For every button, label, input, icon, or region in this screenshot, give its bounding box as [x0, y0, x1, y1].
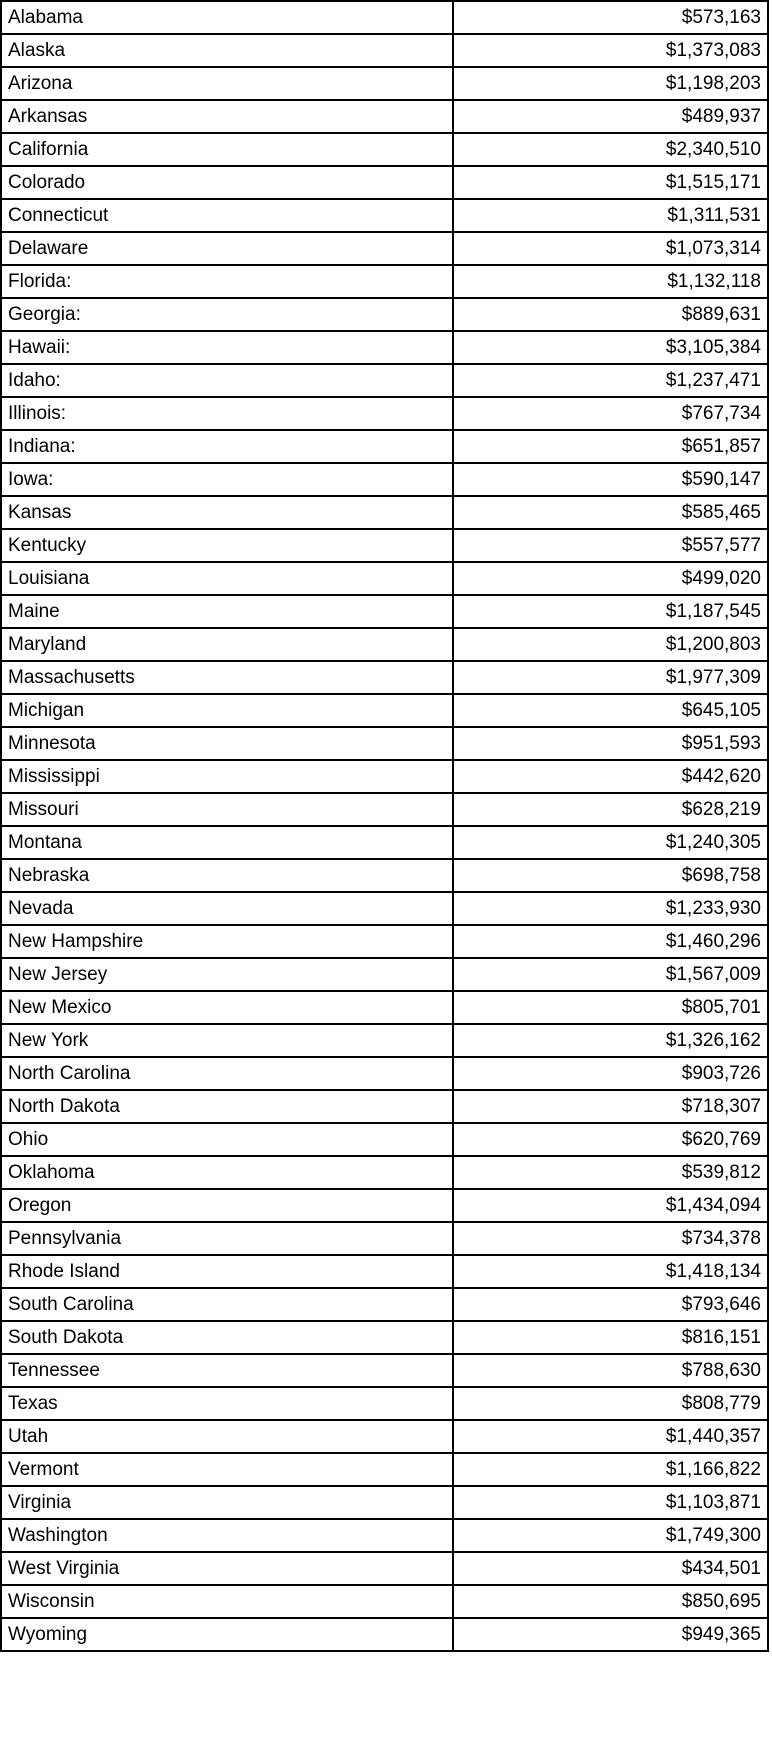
table-row — [1, 1057, 768, 1090]
state-name-cell[interactable]: South Dakota — [1, 1321, 453, 1354]
table-row — [1, 199, 768, 232]
amount-cell[interactable]: $1,073,314 — [453, 232, 768, 265]
amount-cell[interactable]: $651,857 — [453, 430, 768, 463]
table-row — [1, 991, 768, 1024]
table-row — [1, 1156, 768, 1189]
state-name-cell[interactable]: New Hampshire — [1, 925, 453, 958]
amount-cell[interactable]: $1,240,305 — [453, 826, 768, 859]
amount-cell[interactable]: $1,326,162 — [453, 1024, 768, 1057]
table-row — [1, 793, 768, 826]
amount-cell[interactable]: $489,937 — [453, 100, 768, 133]
amount-cell[interactable]: $585,465 — [453, 496, 768, 529]
amount-cell[interactable]: $816,151 — [453, 1321, 768, 1354]
state-name-cell[interactable]: North Dakota — [1, 1090, 453, 1123]
amount-cell[interactable]: $1,103,871 — [453, 1486, 768, 1519]
state-name-cell[interactable]: Wyoming — [1, 1618, 453, 1651]
table-row — [1, 694, 768, 727]
amount-cell[interactable]: $1,977,309 — [453, 661, 768, 694]
amount-cell[interactable]: $2,340,510 — [453, 133, 768, 166]
amount-cell[interactable]: $1,373,083 — [453, 34, 768, 67]
state-name-cell[interactable]: Tennessee — [1, 1354, 453, 1387]
table-row — [1, 1618, 768, 1651]
state-name-cell[interactable]: Wisconsin — [1, 1585, 453, 1618]
table-row — [1, 463, 768, 496]
state-name-cell[interactable]: Oregon — [1, 1189, 453, 1222]
table-row — [1, 67, 768, 100]
state-name-cell[interactable]: Louisiana — [1, 562, 453, 595]
table-row — [1, 100, 768, 133]
amount-cell[interactable]: $434,501 — [453, 1552, 768, 1585]
state-name-cell[interactable]: Virginia — [1, 1486, 453, 1519]
amount-cell[interactable]: $1,418,134 — [453, 1255, 768, 1288]
state-name-cell[interactable]: Florida: — [1, 265, 453, 298]
amount-cell[interactable]: $442,620 — [453, 760, 768, 793]
amount-cell[interactable]: $539,812 — [453, 1156, 768, 1189]
table-row — [1, 1222, 768, 1255]
table-row — [1, 661, 768, 694]
state-name-cell[interactable]: Oklahoma — [1, 1156, 453, 1189]
table-row — [1, 925, 768, 958]
amount-cell[interactable]: $1,460,296 — [453, 925, 768, 958]
amount-cell[interactable]: $808,779 — [453, 1387, 768, 1420]
amount-cell[interactable]: $3,105,384 — [453, 331, 768, 364]
table-row — [1, 859, 768, 892]
state-name-cell[interactable]: New Jersey — [1, 958, 453, 991]
table-row — [1, 760, 768, 793]
table-row — [1, 1189, 768, 1222]
amount-cell[interactable]: $1,749,300 — [453, 1519, 768, 1552]
state-name-cell[interactable]: Ohio — [1, 1123, 453, 1156]
state-name-cell[interactable]: Hawaii: — [1, 331, 453, 364]
table-row — [1, 331, 768, 364]
table-body — [1, 1, 768, 1651]
state-name-cell[interactable]: Indiana: — [1, 430, 453, 463]
amount-cell[interactable]: $734,378 — [453, 1222, 768, 1255]
table-row — [1, 1354, 768, 1387]
table-row — [1, 34, 768, 67]
amount-cell[interactable]: $557,577 — [453, 529, 768, 562]
table-row — [1, 1288, 768, 1321]
table-row — [1, 1420, 768, 1453]
state-name-cell[interactable]: Colorado — [1, 166, 453, 199]
table-row — [1, 826, 768, 859]
state-name-cell[interactable]: Kansas — [1, 496, 453, 529]
table-row — [1, 430, 768, 463]
state-name-cell[interactable]: Maryland — [1, 628, 453, 661]
state-name-cell[interactable]: Kentucky — [1, 529, 453, 562]
table-row — [1, 1321, 768, 1354]
table-row — [1, 496, 768, 529]
amount-cell[interactable]: $628,219 — [453, 793, 768, 826]
table-row — [1, 232, 768, 265]
table-row — [1, 397, 768, 430]
table-row — [1, 595, 768, 628]
table-row — [1, 1486, 768, 1519]
amount-cell[interactable]: $1,166,822 — [453, 1453, 768, 1486]
state-name-cell[interactable]: Vermont — [1, 1453, 453, 1486]
amount-cell[interactable]: $850,695 — [453, 1585, 768, 1618]
amount-cell[interactable]: $793,646 — [453, 1288, 768, 1321]
amount-cell[interactable]: $573,163 — [453, 1, 768, 34]
amount-cell[interactable]: $767,734 — [453, 397, 768, 430]
amount-cell[interactable]: $1,237,471 — [453, 364, 768, 397]
table-row — [1, 298, 768, 331]
table-row — [1, 1552, 768, 1585]
state-name-cell[interactable]: Arizona — [1, 67, 453, 100]
state-name-cell[interactable]: Illinois: — [1, 397, 453, 430]
state-name-cell[interactable]: Alaska — [1, 34, 453, 67]
table-row — [1, 133, 768, 166]
amount-cell[interactable]: $788,630 — [453, 1354, 768, 1387]
state-name-cell[interactable]: New Mexico — [1, 991, 453, 1024]
state-name-cell[interactable]: California — [1, 133, 453, 166]
amount-cell[interactable]: $1,567,009 — [453, 958, 768, 991]
amount-cell[interactable]: $590,147 — [453, 463, 768, 496]
state-name-cell[interactable]: Georgia: — [1, 298, 453, 331]
state-name-cell[interactable]: Massachusetts — [1, 661, 453, 694]
state-name-cell[interactable]: Nevada — [1, 892, 453, 925]
table-row — [1, 1255, 768, 1288]
state-name-cell[interactable]: Rhode Island — [1, 1255, 453, 1288]
state-name-cell[interactable]: Arkansas — [1, 100, 453, 133]
amount-cell[interactable]: $718,307 — [453, 1090, 768, 1123]
state-name-cell[interactable]: Mississippi — [1, 760, 453, 793]
table-row — [1, 529, 768, 562]
table-row — [1, 1387, 768, 1420]
state-name-cell[interactable]: Montana — [1, 826, 453, 859]
table-row — [1, 958, 768, 991]
state-name-cell[interactable]: North Carolina — [1, 1057, 453, 1090]
amount-cell[interactable]: $951,593 — [453, 727, 768, 760]
amount-cell[interactable]: $889,631 — [453, 298, 768, 331]
amount-cell[interactable]: $698,758 — [453, 859, 768, 892]
table-row — [1, 562, 768, 595]
state-name-cell[interactable]: Maine — [1, 595, 453, 628]
state-name-cell[interactable]: Texas — [1, 1387, 453, 1420]
amount-cell[interactable]: $1,187,545 — [453, 595, 768, 628]
table-row — [1, 1024, 768, 1057]
table-row — [1, 727, 768, 760]
table-row — [1, 892, 768, 925]
amount-cell[interactable]: $903,726 — [453, 1057, 768, 1090]
amount-cell[interactable]: $1,200,803 — [453, 628, 768, 661]
amount-cell[interactable]: $805,701 — [453, 991, 768, 1024]
table-row — [1, 1519, 768, 1552]
amount-cell[interactable]: $1,311,531 — [453, 199, 768, 232]
state-name-cell[interactable]: Pennsylvania — [1, 1222, 453, 1255]
state-name-cell[interactable]: Delaware — [1, 232, 453, 265]
state-name-cell[interactable]: Missouri — [1, 793, 453, 826]
state-name-cell[interactable]: Iowa: — [1, 463, 453, 496]
table-row — [1, 265, 768, 298]
state-name-cell[interactable]: Minnesota — [1, 727, 453, 760]
amount-cell[interactable]: $949,365 — [453, 1618, 768, 1651]
table-row — [1, 1453, 768, 1486]
amount-cell[interactable]: $1,233,930 — [453, 892, 768, 925]
amount-cell[interactable]: $1,515,171 — [453, 166, 768, 199]
amount-cell[interactable]: $620,769 — [453, 1123, 768, 1156]
table-row — [1, 166, 768, 199]
state-name-cell[interactable]: Nebraska — [1, 859, 453, 892]
table-row — [1, 1123, 768, 1156]
table-row — [1, 364, 768, 397]
state-name-cell[interactable]: Washington — [1, 1519, 453, 1552]
state-name-cell[interactable]: Idaho: — [1, 364, 453, 397]
amount-cell[interactable]: $1,198,203 — [453, 67, 768, 100]
state-name-cell[interactable]: West Virginia — [1, 1552, 453, 1585]
state-name-cell[interactable]: Connecticut — [1, 199, 453, 232]
state-name-cell[interactable]: Utah — [1, 1420, 453, 1453]
state-name-cell[interactable]: New York — [1, 1024, 453, 1057]
amount-cell[interactable]: $1,434,094 — [453, 1189, 768, 1222]
table-row — [1, 628, 768, 661]
amount-cell[interactable]: $499,020 — [453, 562, 768, 595]
state-name-cell[interactable]: South Carolina — [1, 1288, 453, 1321]
table-row — [1, 1090, 768, 1123]
amount-cell[interactable]: $1,440,357 — [453, 1420, 768, 1453]
state-name-cell[interactable]: Michigan — [1, 694, 453, 727]
amount-cell[interactable]: $1,132,118 — [453, 265, 768, 298]
amount-cell[interactable]: $645,105 — [453, 694, 768, 727]
table-row — [1, 1, 768, 34]
state-name-cell[interactable]: Alabama — [1, 1, 453, 34]
table-row — [1, 1585, 768, 1618]
